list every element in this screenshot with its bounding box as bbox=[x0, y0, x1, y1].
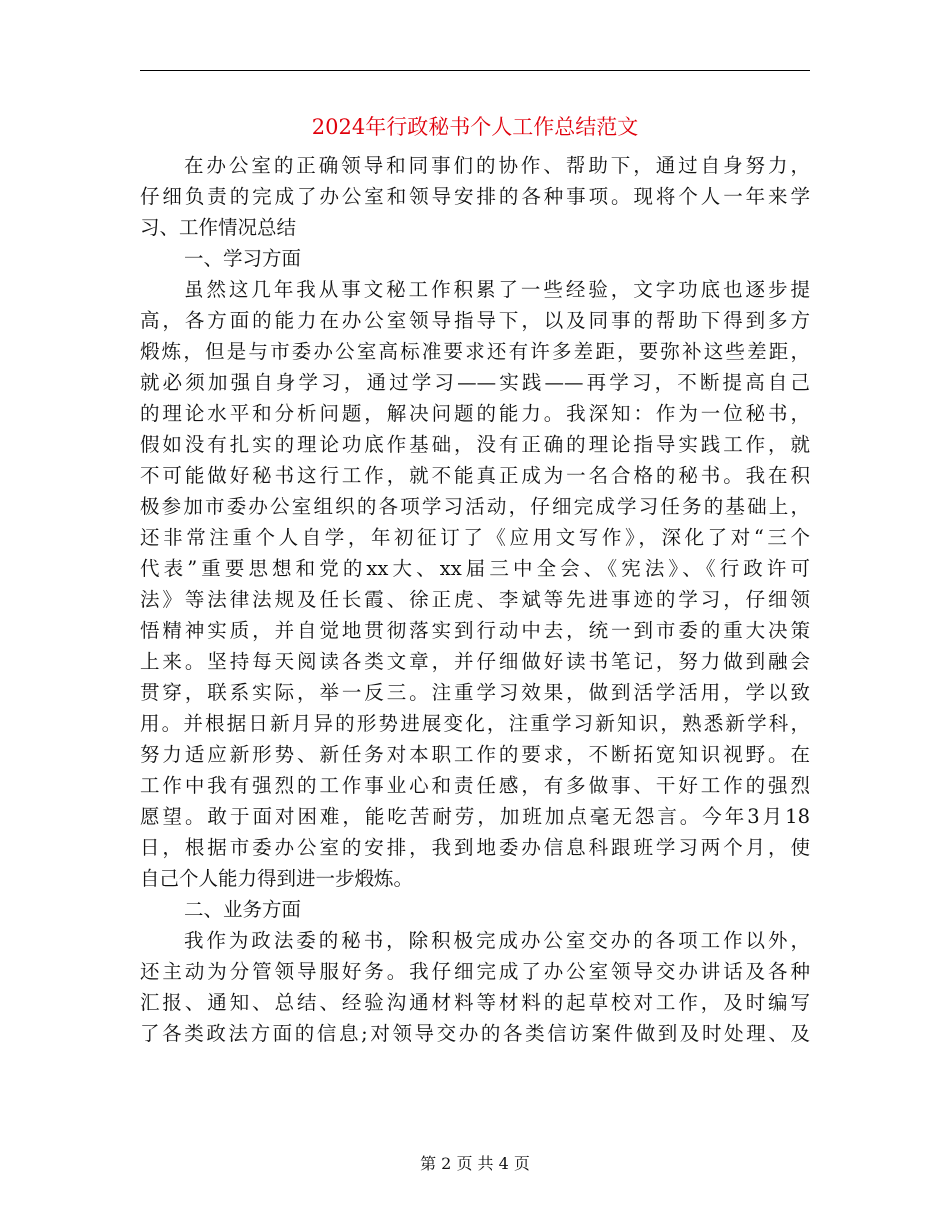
document-body bbox=[140, 150, 810, 1049]
paragraph-line: 工作中我有强烈的工作事业心和责任感，有多做事、干好工作的强烈 bbox=[140, 774, 810, 797]
paragraph-line: 我作为政法委的秘书，除积极完成办公室交办的各项工作以外， bbox=[184, 929, 810, 952]
document-title: 2024年行政秘书个人工作总结范文 bbox=[311, 115, 639, 139]
paragraph-line: 努力适应新形势、新任务对本职工作的要求，不断拓宽知识视野。在 bbox=[140, 743, 810, 766]
paragraph-line: 煅炼，但是与市委办公室高标准要求还有许多差距，要弥补这些差距， bbox=[140, 340, 810, 363]
paragraph-line: 自己个人能力得到进一步煅炼。 bbox=[140, 867, 414, 890]
paragraph-line: 日，根据市委办公室的安排，我到地委办信息科跟班学习两个月，使 bbox=[140, 836, 810, 859]
paragraph-line: 在办公室的正确领导和同事们的协作、帮助下，通过自身努力， bbox=[184, 154, 810, 177]
paragraph-line: 悟精神实质，并自觉地贯彻落实到行动中去，统一到市委的重大决策 bbox=[140, 619, 810, 642]
page-footer: 第 2 页 共 4 页 bbox=[420, 1154, 530, 1173]
paragraph-line: 贯穿，联系实际，举一反三。注重学习效果，做到活学活用，学以致 bbox=[140, 681, 810, 704]
paragraph-line: 用。并根据日新月异的形势进展变化，注重学习新知识，熟悉新学科， bbox=[140, 712, 810, 735]
section-heading: 二、业务方面 bbox=[184, 898, 302, 921]
paragraph-line: 还非常注重个人自学，年初征订了《应用文写作》，深化了对“三个 bbox=[140, 526, 810, 549]
section-heading: 一、学习方面 bbox=[184, 247, 302, 270]
paragraph-line: 法》等法律法规及任长霞、徐正虎、李斌等先进事迹的学习，仔细领 bbox=[140, 588, 810, 611]
paragraph-line: 极参加市委办公室组织的各项学习活动，仔细完成学习任务的基础上， bbox=[140, 495, 810, 518]
paragraph-line: 假如没有扎实的理论功底作基础，没有正确的理论指导实践工作，就 bbox=[140, 433, 810, 456]
paragraph-line: 高，各方面的能力在办公室领导指导下，以及同事的帮助下得到多方 bbox=[140, 309, 810, 332]
paragraph-line: 还主动为分管领导服好务。我仔细完成了办公室领导交办讲话及各种 bbox=[140, 960, 810, 983]
paragraph-line: 愿望。敢于面对困难，能吃苦耐劳，加班加点毫无怨言。今年3月18 bbox=[140, 805, 810, 828]
paragraph-line: 上来。坚持每天阅读各类文章，并仔细做好读书笔记，努力做到融会 bbox=[140, 650, 810, 673]
paragraph-line: 仔细负责的完成了办公室和领导安排的各种事项。现将个人一年来学 bbox=[140, 185, 810, 208]
paragraph-line: 虽然这几年我从事文秘工作积累了一些经验，文字功底也逐步提 bbox=[184, 278, 810, 301]
paragraph-line: 代表”重要思想和党的xx大、xx届三中全会、《宪法》、《行政许可 bbox=[140, 557, 810, 580]
paragraph-line: 不可能做好秘书这行工作，就不能真正成为一名合格的秘书。我在积 bbox=[140, 464, 810, 487]
paragraph-line: 汇报、通知、总结、经验沟通材料等材料的起草校对工作，及时编写 bbox=[140, 991, 810, 1014]
paragraph-line: 了各类政法方面的信息;对领导交办的各类信访案件做到及时处理、及 bbox=[140, 1022, 810, 1045]
header-rule bbox=[140, 70, 810, 71]
paragraph-line: 的理论水平和分析问题，解决问题的能力。我深知：作为一位秘书， bbox=[140, 402, 810, 425]
paragraph-line: 习、工作情况总结 bbox=[140, 216, 297, 239]
paragraph-line: 就必须加强自身学习，通过学习——实践——再学习，不断提高自己 bbox=[140, 371, 810, 394]
